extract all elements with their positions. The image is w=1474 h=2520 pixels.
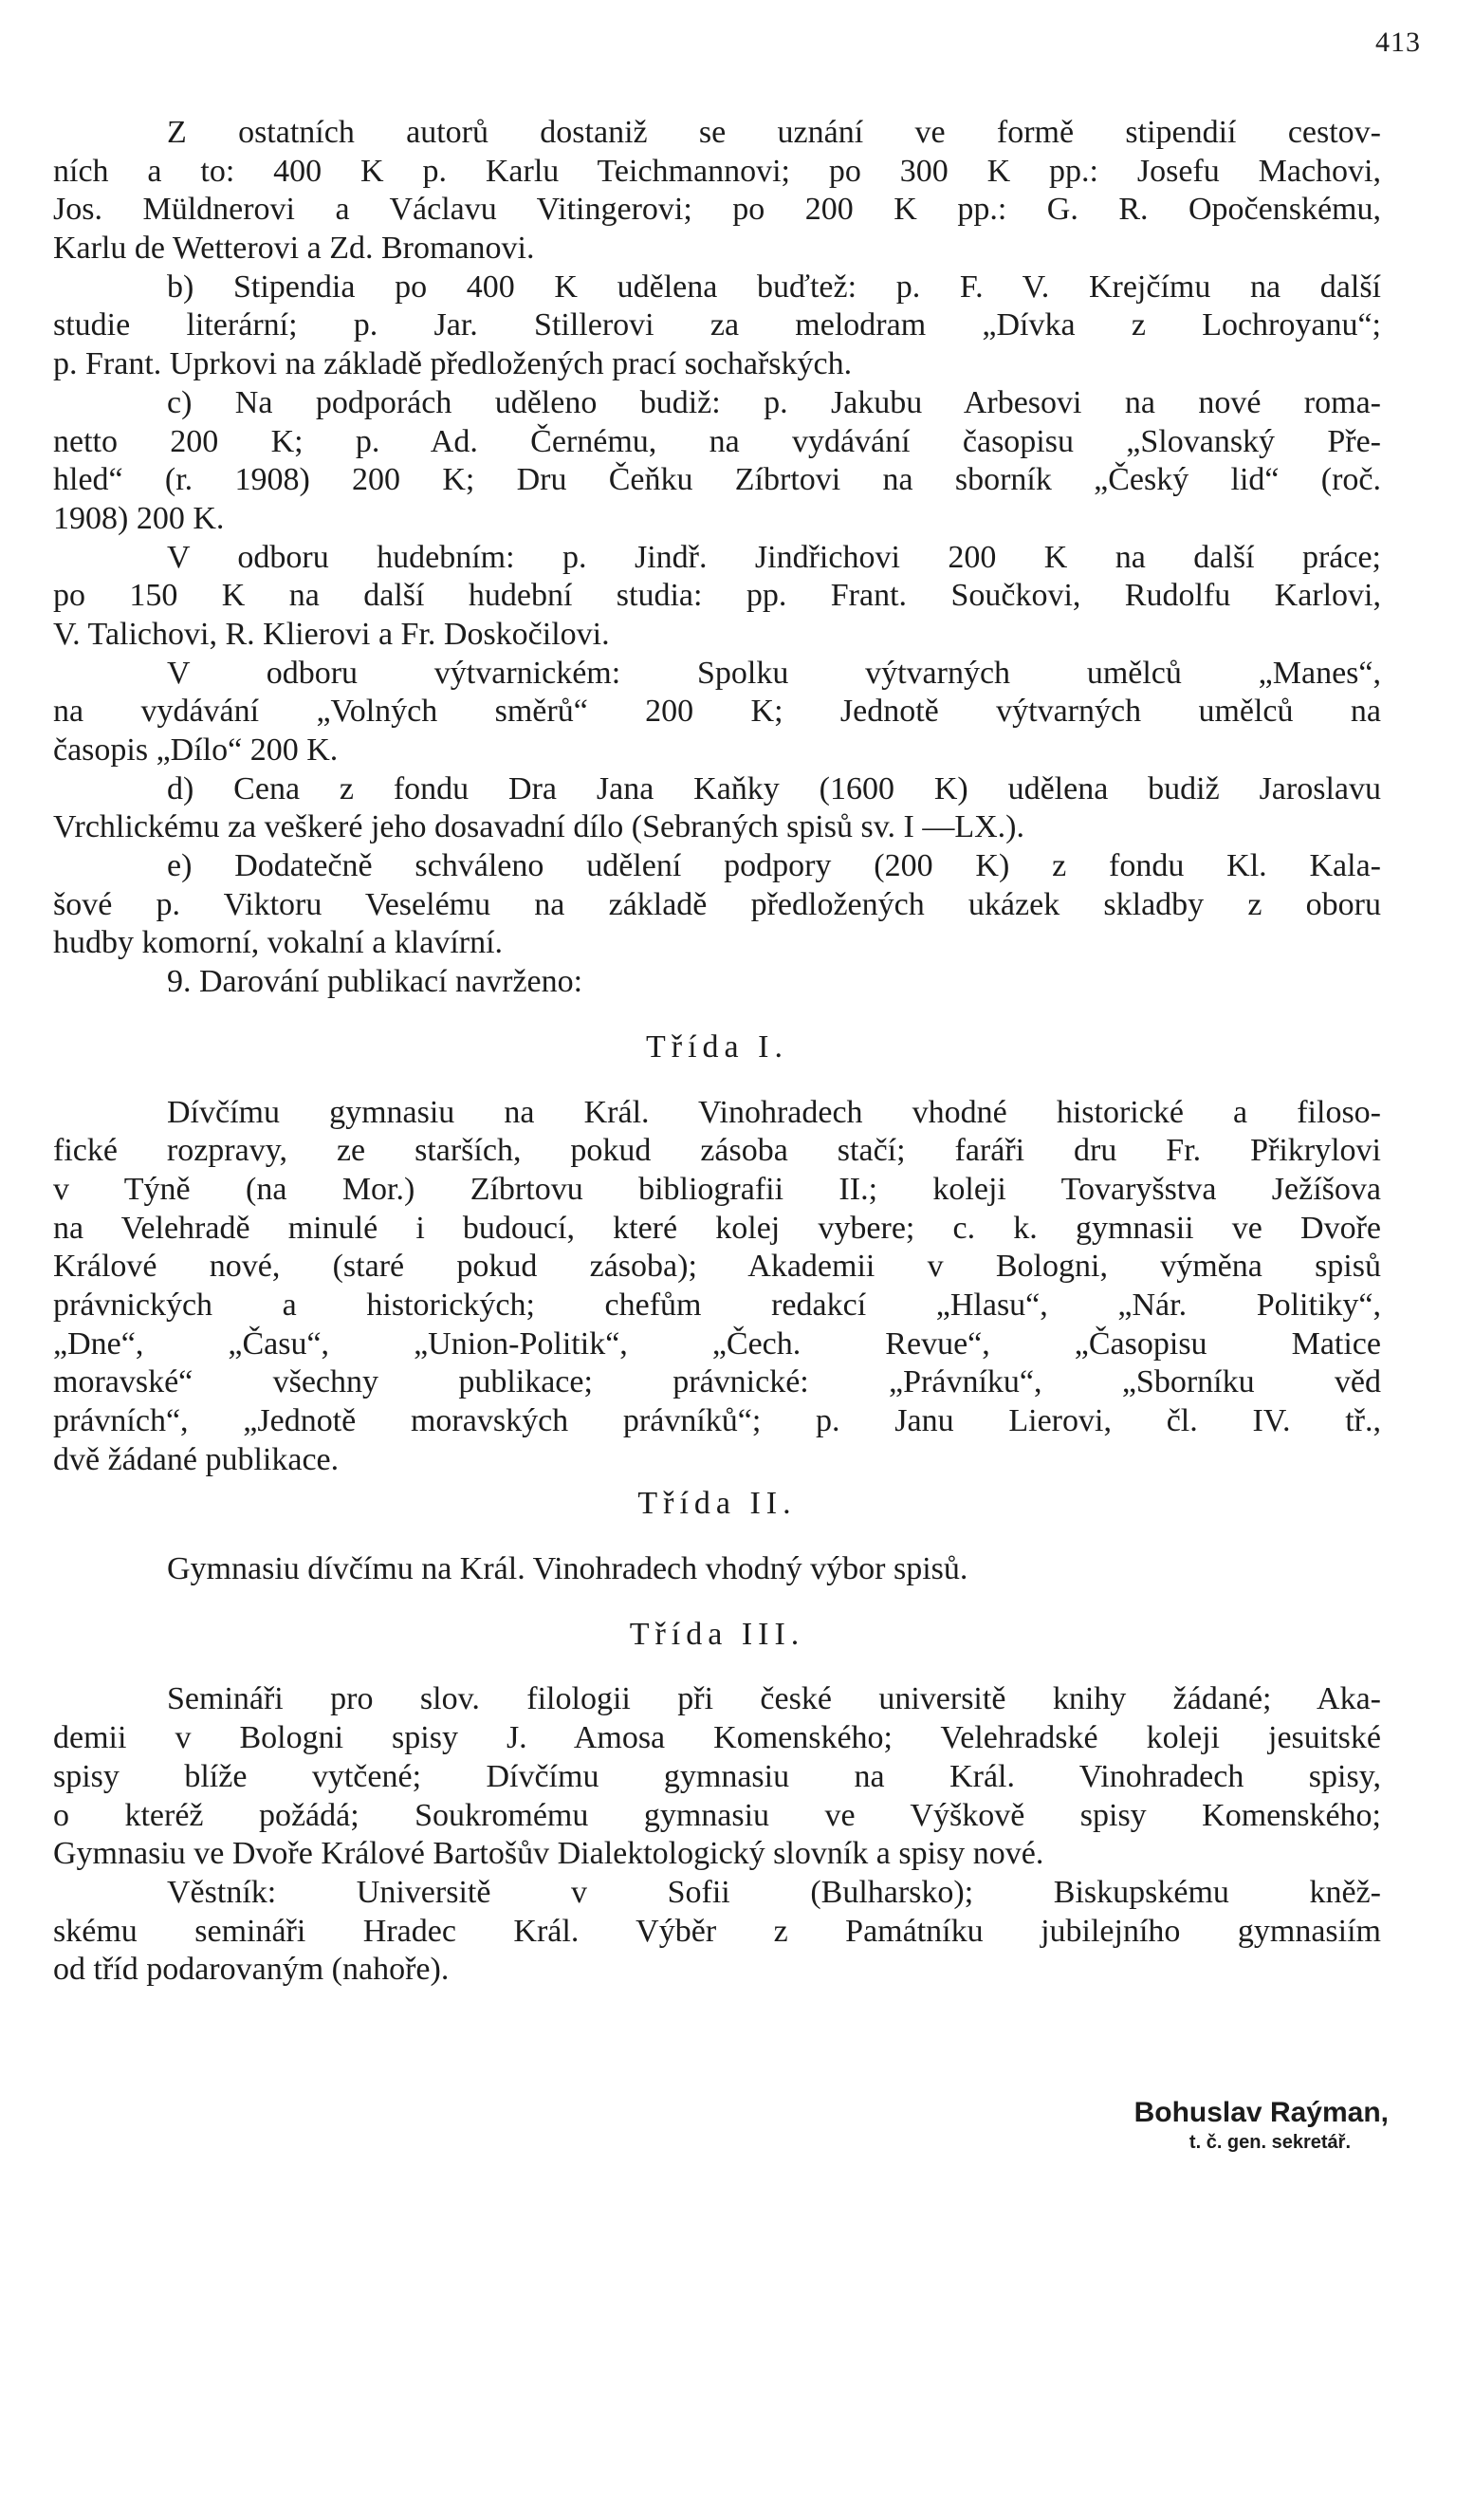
text-line: na vydávání „Volných směrů“ 200 K; Jednotě výtvarných umělců na [53,694,1381,730]
text-line: Semináři pro slov. filologii při české universitě knihy žádané; Aka- [167,1681,1381,1717]
paragraph-support [53,384,1381,539]
document-body [53,114,1381,1990]
paragraph-class-1 [53,1094,1381,1480]
text-line: spisy blíže vytčené; Dívčímu gymnasiu na Král. Vinohradech spisy, [53,1758,1381,1794]
text-line: ních a to: 400 K p. Karlu Teichmannovi; po 300 K pp.: Josefu Machovi, [53,153,1381,189]
text-line: p. Frant. Uprkovi na základě předložených prací sochařských. [53,346,853,382]
text-line: netto 200 K; p. Ad. Černému, na vydávání časopisu „Slovanský Pře- [53,423,1381,459]
text-line: 1908) 200 K. [53,500,225,536]
text-line: V odboru hudebním: p. Jindř. Jindřichovi 200 K na další práce; [167,539,1381,575]
signature-block [1134,2095,1389,2154]
paragraph-music-dept [53,539,1381,655]
text-line: Králové nové, (staré pokud zásoba); Akademii v Bologni, výměna spisů [53,1249,1381,1285]
text-line: e) Dodatečně schváleno udělení podpory (200 K) z fondu Kl. Kala- [167,848,1381,884]
text-line: „Dne“, „Času“, „Union-Politik“, „Čech. Revue“, „Časopisu Matice [53,1325,1381,1362]
signature-title: t. č. gen. sekretář. [1188,2132,1351,2153]
paragraph-vestnik [53,1874,1381,1990]
text-line: hled“ (r. 1908) 200 K; Dru Čeňku Zíbrtovi na sborník „Český lid“ (roč. [53,462,1381,498]
text-line: po 150 K na další hudební studia: pp. Frant. Součkovi, Rudolfu Karlovi, [53,578,1381,614]
text-line: Věstník: Universitě v Sofii (Bulharsko); Biskupskému kněž- [167,1874,1381,1910]
text-line: právních“, „Jednotě moravských právníků“; p. Janu Lierovi, čl. IV. tř., [53,1403,1381,1439]
paragraph-kalasova-fund [53,847,1381,963]
text-line: šové p. Viktoru Veselému na základě předložených ukázek skladby z oboru [53,886,1381,922]
paragraph-other-authors [53,114,1381,269]
section-heading-class-1: Třída I. [646,1028,788,1065]
text-line: fické rozpravy, ze starších, pokud zásoba stačí; faráři dru Fr. Přikrylovi [53,1133,1381,1169]
paragraph-class-3 [53,1680,1381,1873]
text-line: o kteréž požádá; Soukromému gymnasiu ve Výškově spisy Komenského; [53,1797,1381,1833]
text-line: Gymnasiu dívčímu na Král. Vinohradech vhodný výbor spisů. [167,1551,968,1587]
text-line: Jos. Müldnerovi a Václavu Vitingerovi; po 200 K pp.: G. R. Opočenskému, [53,192,1381,228]
text-line: v Týně (na Mor.) Zíbrtovu bibliografii II.; koleji Tovaryšstva Ježíšova [53,1171,1381,1207]
text-line: na Velehradě minulé i budoucí, které kolej vybere; c. k. gymnasii ve Dvoře [53,1210,1381,1246]
text-line: d) Cena z fondu Dra Jana Kaňky (1600 K) udělena budiž Jaroslavu [167,770,1381,806]
text-line: V odboru výtvarnickém: Spolku výtvarných umělců „Manes“, [167,655,1381,691]
paragraph-publications-intro [53,963,1381,1002]
text-line: Vrchlickému za veškeré jeho dosavadní dílo (Sebraných spisů sv. I —LX.). [53,809,1024,845]
text-line: demii v Bologni spisy J. Amosa Komenského; Velehradské koleji jesuitské [53,1720,1381,1756]
signature-name: Bohuslav Raýman, [1133,2097,1389,2128]
text-line: moravské“ všechny publikace; právnické: „Právníku“, „Sborníku věd [53,1364,1381,1400]
paragraph-class-2 [53,1550,1381,1589]
text-line: V. Talichovi, R. Klierovi a Fr. Doskočilovi. [53,616,610,652]
text-line: Z ostatních autorů dostaniž se uznání ve formě stipendií cestov- [167,115,1381,150]
text-line: Karlu de Wetterovi a Zd. Bromanovi. [53,231,535,267]
text-line: časopis „Dílo“ 200 K. [53,732,339,768]
text-line: hudby komorní, vokalní a klavírní. [53,925,504,961]
paragraph-kanka-prize [53,770,1381,847]
text-line: Gymnasiu ve Dvoře Králové Bartošův Dialektologický slovník a spisy nové. [53,1836,1044,1872]
section-heading-class-2: Třída II. [637,1486,797,1522]
text-line: právnických a historických; chefům redakcí „Hlasu“, „Nár. Politiky“, [53,1287,1381,1323]
section-heading-class-3: Třída III. [629,1616,805,1652]
text-line: 9. Darování publikací navrženo: [167,964,583,1000]
text-line: skému semináři Hradec Král. Výběr z Památníku jubilejního gymnasiím [53,1913,1381,1949]
text-line: studie literární; p. Jar. Stillerovi za melodram „Dívka z Lochroyanu“; [53,307,1381,343]
text-line: Dívčímu gymnasiu na Král. Vinohradech vhodné historické a filoso- [167,1094,1381,1130]
paragraph-stipends [53,269,1381,384]
page-number: 413 [1375,27,1421,58]
text-line: c) Na podporách uděleno budiž: p. Jakubu Arbesovi na nové roma- [167,384,1381,420]
text-line: od tříd podarovaným (nahoře). [53,1952,450,1988]
text-line: dvě žádané publikace. [53,1441,340,1477]
text-line: b) Stipendia po 400 K udělena buďtež: p. F. V. Krejčímu na další [167,269,1381,305]
paragraph-visual-dept [53,655,1381,770]
